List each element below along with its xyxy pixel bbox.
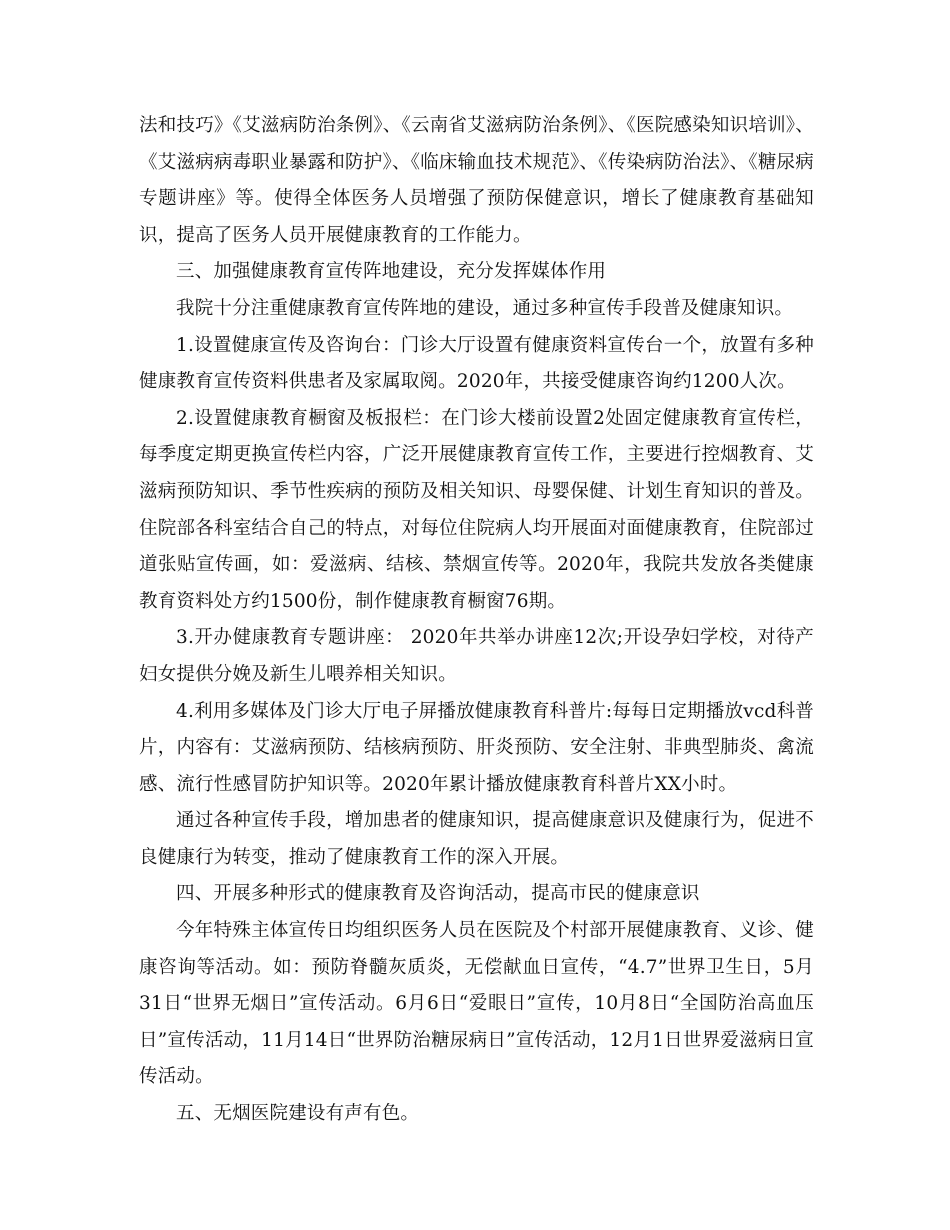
- paragraph: 法和技巧》《艾滋病防治条例》、《云南省艾滋病防治条例》、《医院感染知识培训》、《艾滋病病毒职业暴露和防护》、《临床输血技术规范》、《传染病防治法》、《糖尿病专题讲座》等。使得全体医务人员增强了预防保健意识，增长了健康教育基础知识，提高了医务人员开展健康教育的工作能力。: [139, 115, 814, 246]
- list-item: 3.开办健康教育专题讲座： 2020年共举办讲座12次;开设孕妇学校，对待产妇女提供分娩及新生儿喂养相关知识。: [139, 627, 814, 685]
- paragraph: 我院十分注重健康教育宣传阵地的建设，通过多种宣传手段普及健康知识。: [176, 297, 794, 319]
- list-item: 4.利用多媒体及门诊大厅电子屏播放健康教育科普片:每每日定期播放vcd科普片，内容有：艾滋病预防、结核病预防、肝炎预防、安全注射、非典型肺炎、禽流感、流行性感冒防护知识等。2020年累计播放健康教育科普片XX小时。: [139, 700, 814, 795]
- section-heading: 三、加强健康教育宣传阵地建设，充分发挥媒体作用: [176, 261, 607, 283]
- paragraph: 今年特殊主体宣传日均组织医务人员在医院及个村部开展健康教育、义诊、健康咨询等活动。如：预防脊髓灰质炎，无偿献血日宣传，“4.7”世界卫生日，5月31日“世界无烟日”宣传活动。6月6日“爱眼日”宣传，10月8日“全国防治高血压日”宣传活动，11月14日“世界防治糖尿病日”宣传活动，12月1日世界爱滋病日宣传活动。: [139, 920, 814, 1088]
- document-body: [139, 108, 814, 1133]
- section-heading: 五、无烟医院建设有声有色。: [176, 1103, 420, 1125]
- paragraph: 通过各种宣传手段，增加患者的健康知识，提高健康意识及健康行为，促进不良健康行为转变，推动了健康教育工作的深入开展。: [139, 810, 814, 868]
- list-item: 2.设置健康教育橱窗及板报栏：在门诊大楼前设置2处固定健康教育宣传栏，每季度定期更换宣传栏内容，广泛开展健康教育宣传工作，主要进行控烟教育、艾滋病预防知识、季节性疾病的预防及相关知识、母婴保健、计划生育知识的普及。住院部各科室结合自己的特点，对每位住院病人均开展面对面健康教育，住院部过道张贴宣传画，如：爱滋病、结核、禁烟宣传等。2020年，我院共发放各类健康教育资料处方约1500份，制作健康教育橱窗76期。: [139, 407, 814, 612]
- list-item: 1.设置健康宣传及咨询台：门诊大厅设置有健康资料宣传台一个，放置有多种健康教育宣传资料供患者及家属取阅。2020年，共接受健康咨询约1200人次。: [139, 334, 814, 393]
- section-heading: 四、开展多种形式的健康教育及咨询活动，提高市民的健康意识: [176, 883, 700, 905]
